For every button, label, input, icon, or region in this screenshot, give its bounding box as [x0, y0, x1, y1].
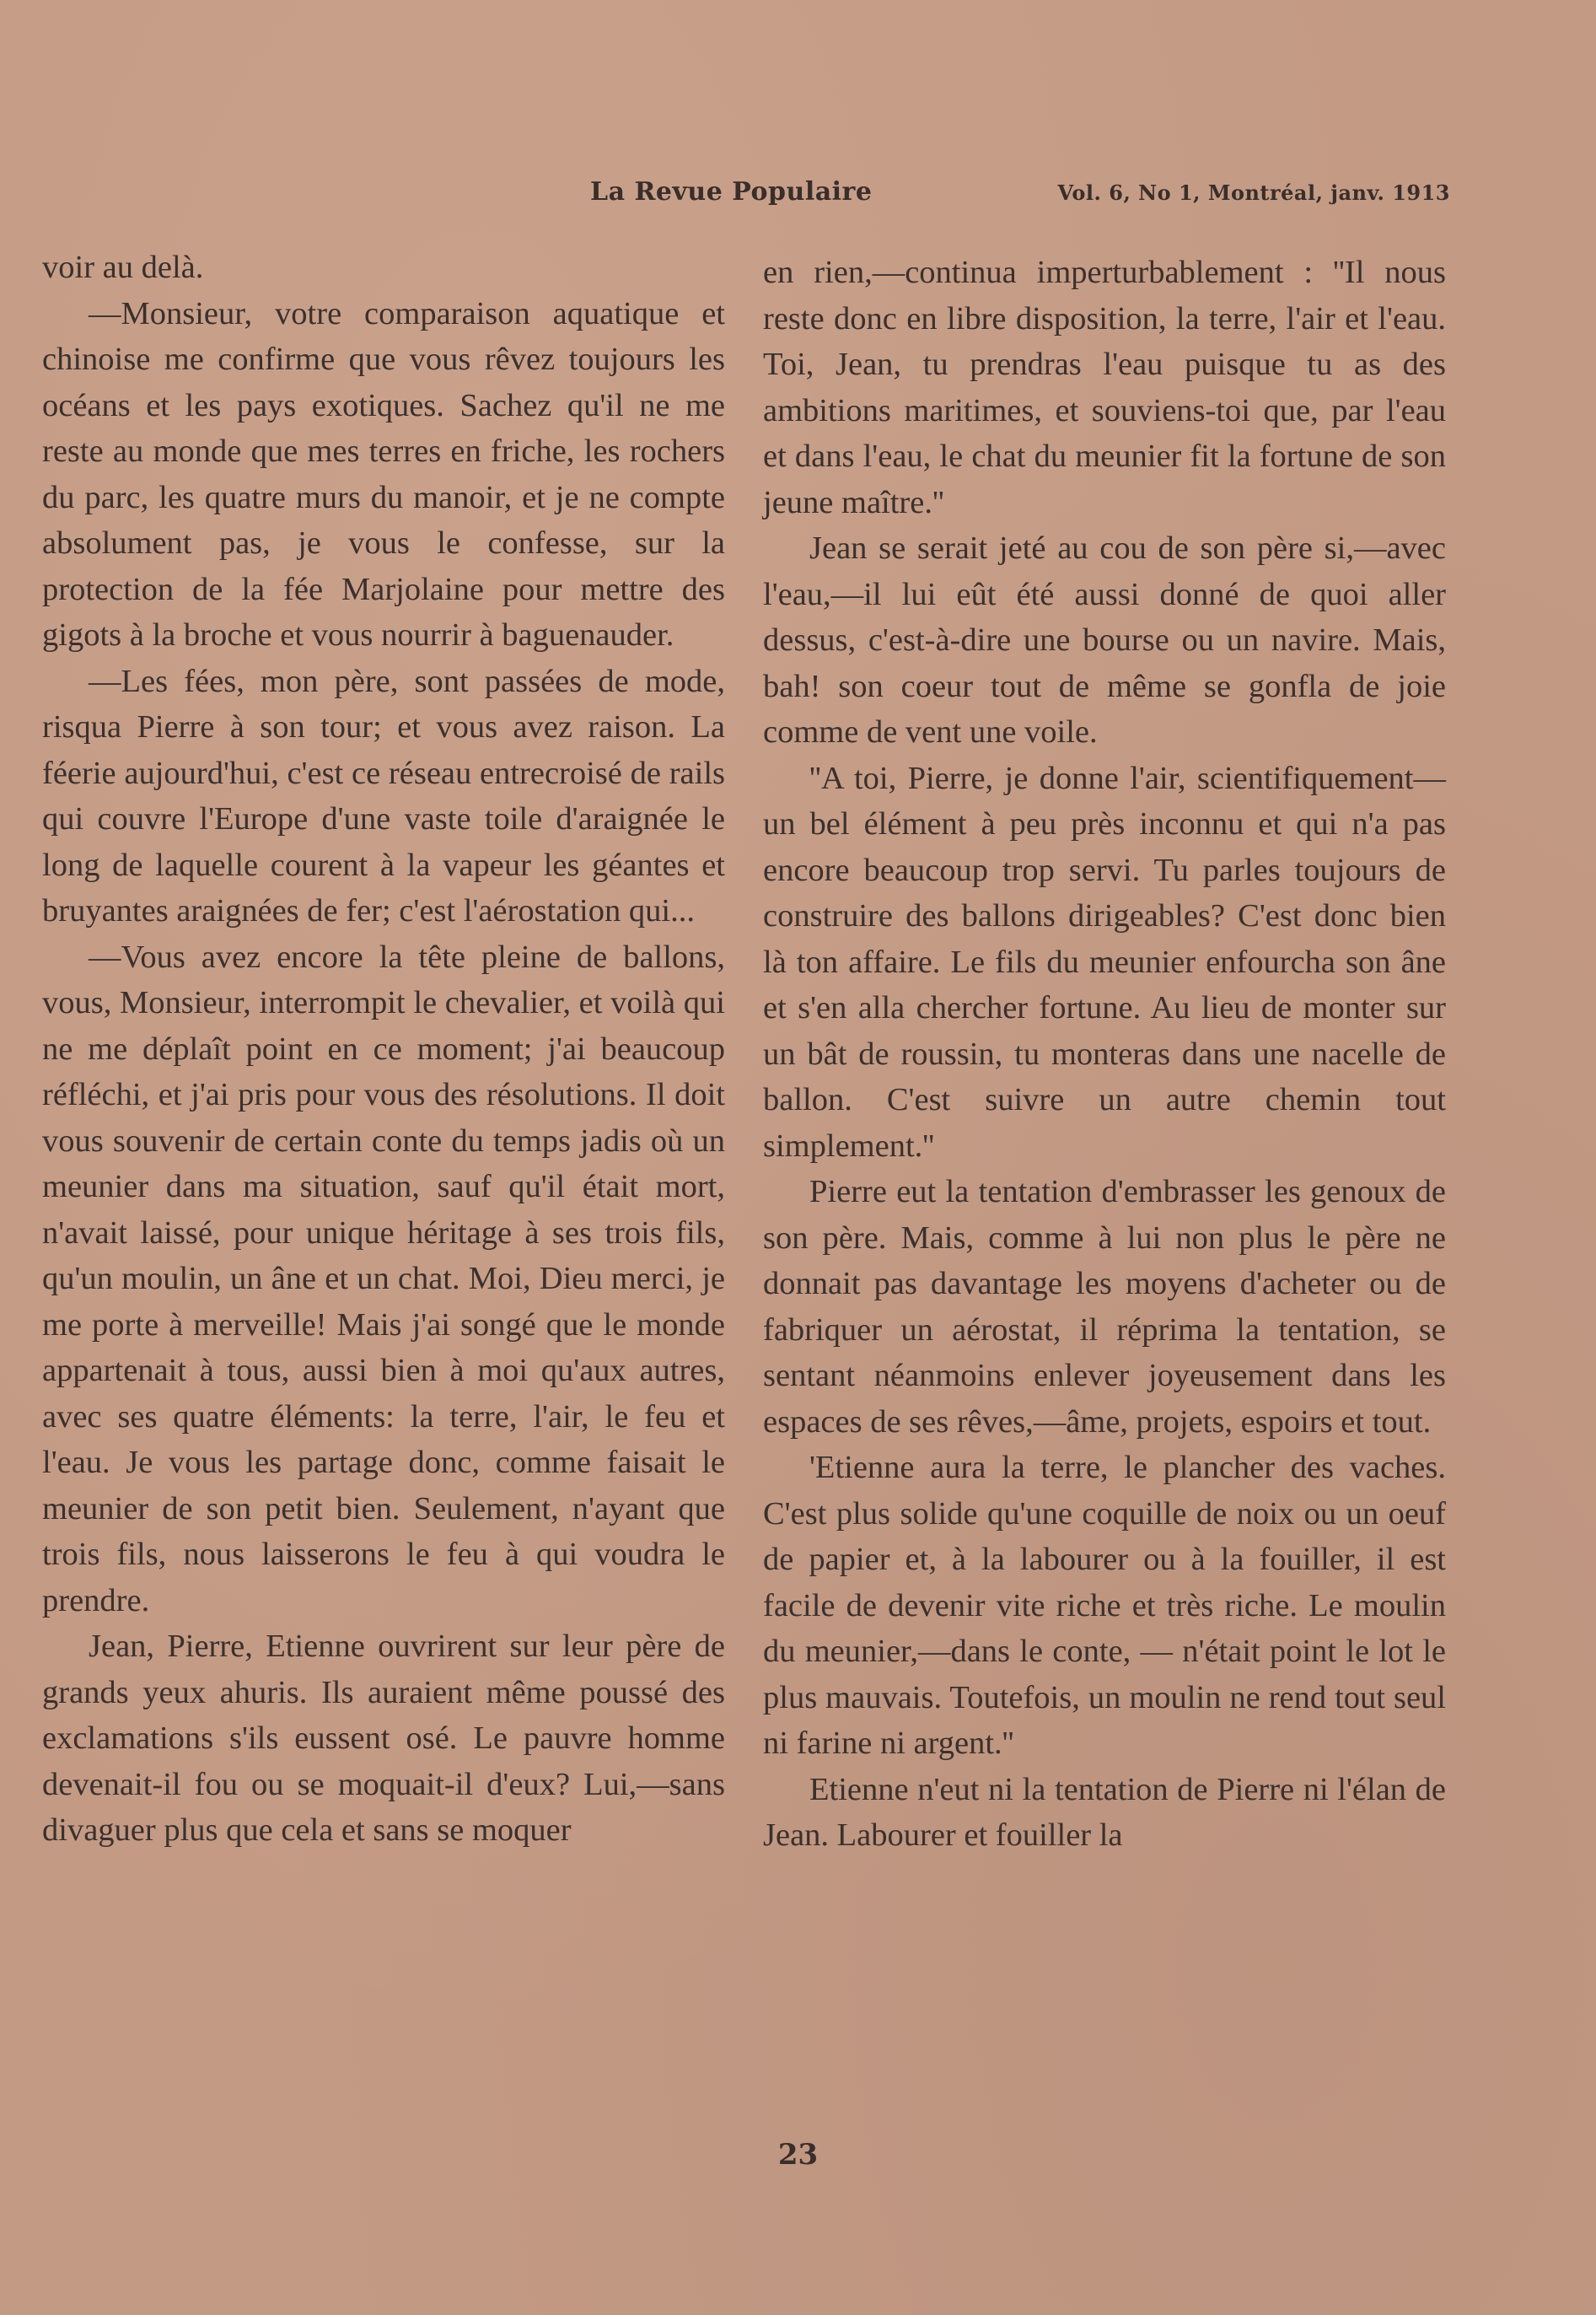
issue-info: Vol. 6, No 1, Montréal, janv. 1913 — [1057, 180, 1450, 205]
page-number: 23 — [777, 2138, 819, 2172]
paragraph: —Monsieur, votre comparaison aquatique et chinoise me confirme que vous rêvez toujours les océans et les pays exotiques. Sachez qu'il ne me reste au monde que mes terres en friche, les rochers du parc, les quatre murs du manoir, et je ne compte absolument pas, je vous le confesse, sur la protection de la fée Marjolaine pour mettre des gigots à la broche et vous nourrir à baguenauder. — [42, 295, 725, 653]
paragraph: Jean se serait jeté au cou de son père si,—avec l'eau,—il lui eût été aussi donné de quoi aller dessus, c'est-à-dire une bourse ou un navire. Mais, bah! son coeur tout de même se gonfla de joie comme de vent une voile. — [763, 530, 1446, 750]
left-column — [42, 245, 725, 1854]
paragraph: —Vous avez encore la tête pleine de ballons, vous, Monsieur, interrompit le chevalier, et voilà qui ne me déplaît point en ce moment; j'ai beaucoup réfléchi, et j'ai pris pour vous des résolutions. Il doit vous souvenir de certain conte du temps jadis où un meunier dans ma situation, sauf qu'il était mort, n'avait laissé, pour unique héritage à ses trois fils, qu'un moulin, un âne et un chat. Moi, Dieu merci, je me porte à merveille! Mais j'ai songé que le monde appartenait à tous, aussi bien à moi qu'aux autres, avec ses quatre éléments: la terre, l'air, le feu et l'eau. Je vous les partage donc, comme faisait le meunier de son petit bien. Seulement, n'ayant que trois fils, nous laisserons le feu à qui voudra le prendre. — [42, 939, 725, 1618]
paragraph: 'Etienne aura la terre, le plancher des vaches. C'est plus solide qu'une coquille de noix ou un oeuf de papier et, à la labourer ou à la fouiller, il est facile de devenir vite riche et très riche. Le moulin du meunier,—dans le conte, — n'était point le lot le plus mauvais. Toutefois, un moulin ne rend tout seul ni farine ni argent.'' — [763, 1450, 1446, 1761]
paragraph: en rien,—continua imperturbablement : ''Il nous reste donc en libre disposition, la terre, l'air et l'eau. Toi, Jean, tu prendras l'eau puisque tu as des ambitions maritimes, et souviens-toi que, par l'eau et dans l'eau, le chat du meunier fit la fortune de son jeune maître.'' — [763, 255, 1446, 520]
right-column — [763, 250, 1446, 1859]
paragraph: Etienne n'eut ni la tentation de Pierre ni l'élan de Jean. Labourer et fouiller la — [763, 1771, 1446, 1853]
magazine-title: La Revue Populaire — [590, 177, 873, 207]
paragraph: Jean, Pierre, Etienne ouvrirent sur leur père de grands yeux ahuris. Ils auraient même poussé des exclamations s'ils eussent osé. Le pauvre homme devenait-il fou ou se moquait-il d'eux? Lui,—sans divaguer plus que cela et sans se moquer — [42, 1629, 725, 1848]
paragraph: Pierre eut la tentation d'embrasser les genoux de son père. Mais, comme à lui non plus le père ne donnait pas davantage les moyens d'acheter ou de fabriquer un aérostat, il réprima la tentation, se sentant néanmoins enlever joyeusement dans les espaces de ses rêves,—âme, projets, espoirs et tout. — [763, 1174, 1446, 1440]
paragraph: —Les fées, mon père, sont passées de mode, risqua Pierre à son tour; et vous avez raison. La féerie aujourd'hui, c'est ce réseau entrecroisé de rails qui couvre l'Europe d'une vaste toile d'araignée le long de laquelle courent à la vapeur les géantes et bruyantes araignées de fer; c'est l'aérostation qui... — [42, 663, 725, 929]
paragraph: ''A toi, Pierre, je donne l'air, scientifiquement—un bel élément à peu près inconnu et qui n'a pas encore beaucoup trop servi. Tu parles toujours de construire des ballons dirigeables? C'est donc bien là ton affaire. Le fils du meunier enfourcha son âne et s'en alla chercher fortune. Au lieu de monter sur un bât de roussin, tu monteras dans une nacelle de ballon. C'est suivre un autre chemin tout simplement.'' — [763, 760, 1446, 1164]
paragraph: voir au delà. — [42, 250, 204, 285]
running-header — [590, 177, 1450, 211]
